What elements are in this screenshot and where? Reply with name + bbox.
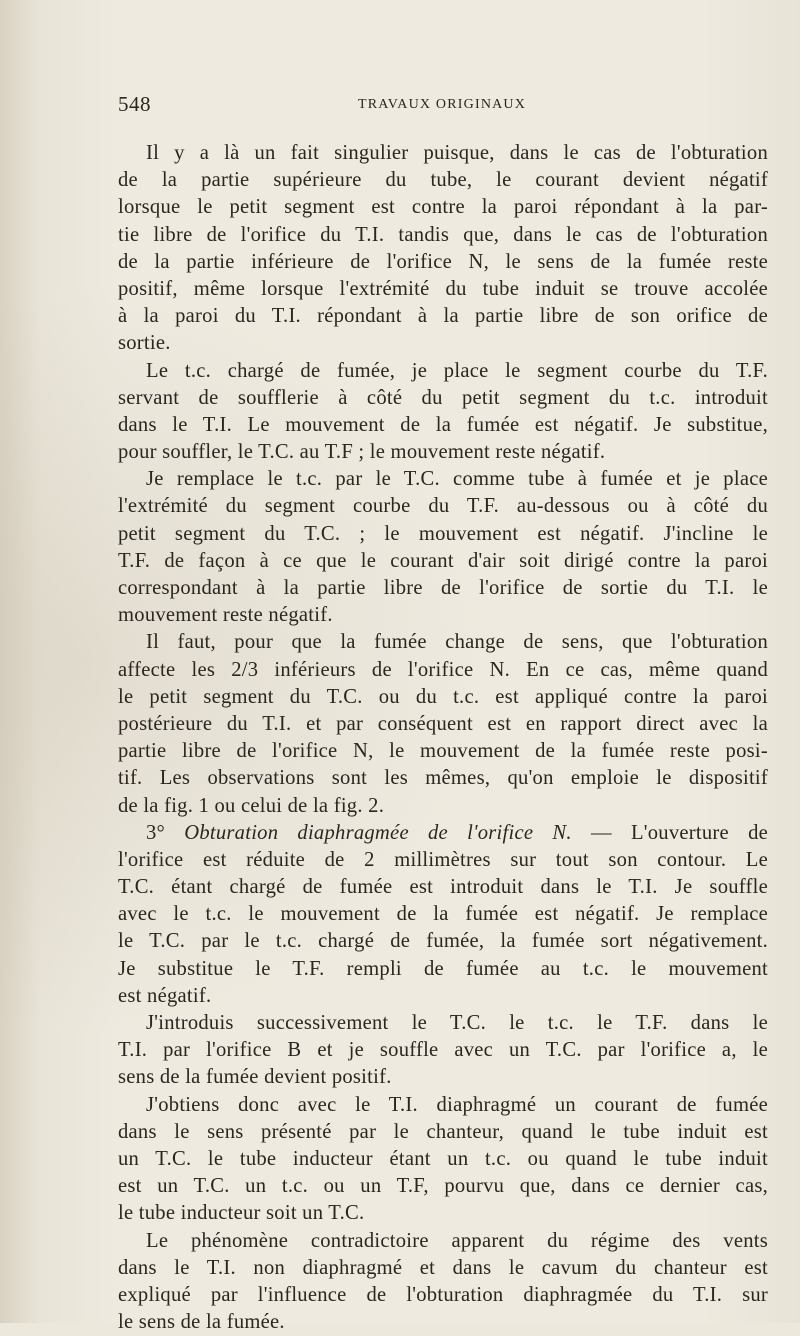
text-line: J'introduis successivement le T.C. le t.c. le T.F. dans le (118, 1010, 768, 1037)
text-line: Je substitue le T.F. rempli de fumée au t.c. le mouvement (118, 956, 768, 983)
page-number: 548 (118, 92, 151, 117)
text-line: avec le t.c. le mouvement de la fumée est négatif. Je remplace (118, 901, 768, 928)
text-line: Le t.c. chargé de fumée, je place le segment courbe du T.F. (118, 358, 768, 385)
text-line: de la partie inférieure de l'orifice N, le sens de la fumée reste (118, 249, 768, 276)
text-line: mouvement reste négatif. (118, 602, 768, 629)
text-line: le T.C. par le t.c. chargé de fumée, la fumée sort négativement. (118, 928, 768, 955)
text-line: dans le T.I. non diaphragmé et dans le cavum du chanteur est (118, 1255, 768, 1282)
text-line: l'orifice est réduite de 2 millimètres sur tout son contour. Le (118, 847, 768, 874)
section-number: 3° (146, 822, 165, 844)
text-line: partie libre de l'orifice N, le mouvement de la fumée reste posi- (118, 738, 768, 765)
running-title: TRAVAUX ORIGINAUX (358, 97, 526, 113)
text-line: l'extrémité du segment courbe du T.F. au-dessous ou à côté du (118, 493, 768, 520)
body-text (118, 140, 768, 1336)
text-line: T.F. de façon à ce que le courant d'air soit dirigé contre la paroi (118, 548, 768, 575)
section-heading-line (118, 820, 768, 847)
running-header (118, 92, 768, 122)
section-title: Obturation diaphragmée de l'orifice N. (184, 822, 572, 844)
text-line: tif. Les observations sont les mêmes, qu'on emploie le dispositif (118, 765, 768, 792)
text-line: tie libre de l'orifice du T.I. tandis que, dans le cas de l'obturation (118, 222, 768, 249)
text-line: postérieure du T.I. et par conséquent est en rapport direct avec la (118, 711, 768, 738)
text-line: servant de soufflerie à côté du petit segment du t.c. introduit (118, 385, 768, 412)
text-line: T.C. étant chargé de fumée est introduit dans le T.I. Je souffle (118, 874, 768, 901)
paragraph (118, 1228, 768, 1336)
text-line: petit segment du T.C. ; le mouvement est négatif. J'incline le (118, 521, 768, 548)
text-line: de la fig. 1 ou celui de la fig. 2. (118, 793, 768, 820)
paragraph (118, 629, 768, 819)
paragraph (118, 466, 768, 629)
text-line: sens de la fumée devient positif. (118, 1064, 768, 1091)
text-line: Je remplace le t.c. par le T.C. comme tube à fumée et je place (118, 466, 768, 493)
text-line: un T.C. le tube inducteur étant un t.c. ou quand le tube induit (118, 1146, 768, 1173)
text-line: est négatif. (118, 983, 768, 1010)
text-line: Il y a là un fait singulier puisque, dans le cas de l'obturation (118, 140, 768, 167)
paragraph (118, 1010, 768, 1092)
paragraph (118, 1092, 768, 1228)
text-line: pour souffler, le T.C. au T.F ; le mouvement reste négatif. (118, 439, 768, 466)
text-line: sortie. (118, 330, 768, 357)
text-line: le tube inducteur soit un T.C. (118, 1200, 768, 1227)
text-line: lorsque le petit segment est contre la paroi répondant à la par- (118, 194, 768, 221)
text-line: le petit segment du T.C. ou du t.c. est appliqué contre la paroi (118, 684, 768, 711)
text-line: de la partie supérieure du tube, le courant devient négatif (118, 167, 768, 194)
text-line: expliqué par l'influence de l'obturation diaphragmée du T.I. sur (118, 1282, 768, 1309)
text-line: Il faut, pour que la fumée change de sens, que l'obturation (118, 629, 768, 656)
text-line: dans le T.I. Le mouvement de la fumée est négatif. Je substitue, (118, 412, 768, 439)
paragraph (118, 140, 768, 358)
paragraph (118, 820, 768, 1010)
text-line: Le phénomène contradictoire apparent du régime des vents (118, 1228, 768, 1255)
text-line: dans le sens présenté par le chanteur, quand le tube induit est (118, 1119, 768, 1146)
text-line: T.I. par l'orifice B et je souffle avec un T.C. par l'orifice a, le (118, 1037, 768, 1064)
text-line: J'obtiens donc avec le T.I. diaphragmé un courant de fumée (118, 1092, 768, 1119)
text-line: le sens de la fumée. (118, 1309, 768, 1336)
text-line: est un T.C. un t.c. ou un T.F, pourvu que, dans ce dernier cas, (118, 1173, 768, 1200)
text-line: correspondant à la partie libre de l'orifice de sortie du T.I. le (118, 575, 768, 602)
paragraph (118, 358, 768, 467)
text-line: affecte les 2/3 inférieurs de l'orifice N. En ce cas, même quand (118, 657, 768, 684)
text-line: positif, même lorsque l'extrémité du tube induit se trouve accolée (118, 276, 768, 303)
text-line: à la paroi du T.I. répondant à la partie libre de son orifice de (118, 303, 768, 330)
text-fragment: — L'ouverture de (591, 822, 768, 844)
